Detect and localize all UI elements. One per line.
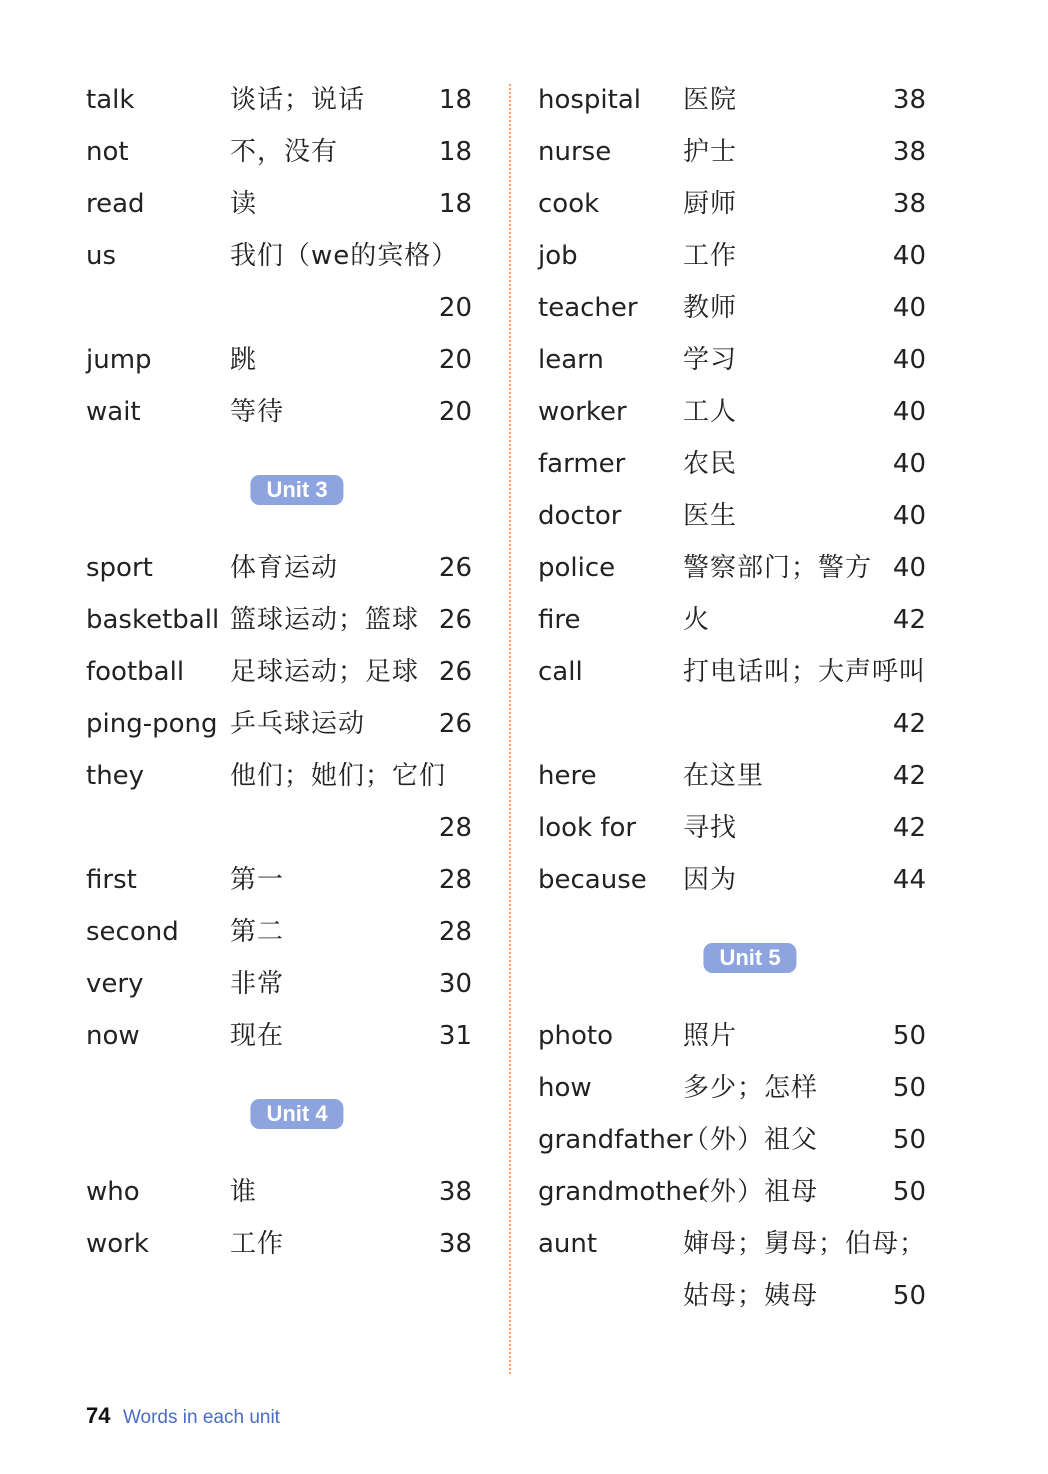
page-ref: 44: [892, 865, 926, 895]
page-ref: 18: [438, 85, 472, 115]
page-ref: 18: [438, 137, 472, 167]
vocab-row: [538, 74, 938, 126]
page-ref: 40: [892, 293, 926, 323]
page-ref: 26: [438, 657, 472, 687]
vocab-meaning: 非常: [230, 969, 285, 999]
vocab-row: [86, 646, 486, 698]
vocab-word: police: [538, 553, 616, 583]
vocab-word: learn: [538, 345, 604, 375]
vocab-row: [538, 334, 938, 386]
page-ref: 26: [438, 709, 472, 739]
vocab-word: teacher: [538, 293, 638, 323]
vocab-word: us: [86, 241, 117, 271]
page-ref: 20: [438, 293, 472, 323]
vocab-meaning: 打电话叫；大声呼叫: [683, 657, 927, 687]
vocab-meaning: 多少；怎样: [683, 1073, 819, 1103]
vocab-meaning: 体育运动: [230, 553, 339, 583]
vocab-row: [538, 178, 938, 230]
unit3-header: [86, 438, 486, 542]
page-ref: 40: [892, 397, 926, 427]
vocab-word: who: [86, 1177, 140, 1207]
unit-badge: Unit 4: [250, 1099, 343, 1129]
vocab-word: work: [86, 1229, 149, 1259]
page-ref: 28: [438, 813, 472, 843]
vocab-row: [538, 1062, 938, 1114]
page-ref: 50: [892, 1073, 926, 1103]
page-ref: 40: [892, 449, 926, 479]
rows-b: [86, 542, 486, 1062]
rows-c: [86, 1166, 486, 1270]
vocab-row: [86, 594, 486, 646]
vocab-meaning: 乒乓球运动: [230, 709, 366, 739]
vocab-meaning: 等待: [230, 397, 285, 427]
vocab-meaning: 在这里: [683, 761, 765, 791]
vocab-meaning: 医院: [683, 85, 738, 115]
vocab-word: second: [86, 917, 179, 947]
vocab-row: [86, 1166, 486, 1218]
vocab-meaning: 照片: [683, 1021, 738, 1051]
vocab-row: [538, 750, 938, 802]
vocab-row: [538, 230, 938, 282]
right-column: [538, 74, 938, 1322]
vocab-meaning: 篮球运动；篮球: [230, 605, 420, 635]
vocab-word: they: [86, 761, 145, 791]
vocab-row: [538, 594, 938, 646]
page-number: 74: [86, 1403, 111, 1428]
unit-badge: Unit 5: [703, 943, 796, 973]
page-ref: 40: [892, 501, 926, 531]
vocab-row: [86, 178, 486, 230]
page-ref: 50: [892, 1125, 926, 1155]
vocab-meaning: 学习: [683, 345, 738, 375]
page-ref: 31: [438, 1021, 472, 1051]
vocab-word: cook: [538, 189, 600, 219]
vocab-word: farmer: [538, 449, 626, 479]
page-ref: 26: [438, 553, 472, 583]
vocab-word: aunt: [538, 1229, 598, 1259]
vocab-row: [538, 1218, 938, 1270]
vocab-word: ping-pong: [86, 709, 218, 739]
vocab-row: [86, 906, 486, 958]
vocab-row: [538, 282, 938, 334]
unit-badge: Unit 3: [250, 475, 343, 505]
vocab-meaning: 火: [683, 605, 711, 635]
page-ref: 40: [892, 241, 926, 271]
vocab-word: hospital: [538, 85, 642, 115]
vocab-word: basketball: [86, 605, 220, 635]
page-ref: 50: [892, 1021, 926, 1051]
page-ref: 40: [892, 345, 926, 375]
vocab-row: [86, 334, 486, 386]
vocab-row: [86, 282, 486, 334]
vocab-meaning: 寻找: [683, 813, 738, 843]
vocab-row: [538, 802, 938, 854]
vocab-row: [86, 74, 486, 126]
vocab-row: [538, 542, 938, 594]
vocab-meaning: 足球运动；足球: [230, 657, 420, 687]
page-ref: 42: [892, 813, 926, 843]
page-ref: 30: [438, 969, 472, 999]
vocab-row: [86, 542, 486, 594]
vocab-meaning: 工人: [683, 397, 738, 427]
vocab-word: grandmother: [538, 1177, 709, 1207]
vocab-word: now: [86, 1021, 140, 1051]
vocab-word: here: [538, 761, 597, 791]
vocab-row: [538, 1270, 938, 1322]
vocab-row: [538, 1010, 938, 1062]
vocab-word: football: [86, 657, 185, 687]
vocab-meaning: 不，没有: [230, 137, 339, 167]
vocab-row: [86, 1218, 486, 1270]
vocab-meaning: 工作: [683, 241, 738, 271]
unit4-header: [86, 1062, 486, 1166]
page-ref: 38: [438, 1229, 472, 1259]
vocab-word: first: [86, 865, 137, 895]
vocab-row: [86, 802, 486, 854]
vocab-row: [86, 750, 486, 802]
vocab-meaning: 第二: [230, 917, 285, 947]
vocab-row: [538, 126, 938, 178]
vocab-word: jump: [86, 345, 152, 375]
vocab-row: [86, 230, 486, 282]
vocab-meaning: 现在: [230, 1021, 285, 1051]
left-column: [86, 74, 486, 1270]
page-ref: 50: [892, 1177, 926, 1207]
vocab-meaning: 护士: [683, 137, 738, 167]
vocab-word: fire: [538, 605, 581, 635]
vocab-meaning: （外）祖母: [683, 1177, 819, 1207]
vocab-meaning: 谁: [230, 1177, 258, 1207]
vocab-meaning: 医生: [683, 501, 738, 531]
vocab-row: [86, 698, 486, 750]
page-ref: 38: [892, 85, 926, 115]
vocab-meaning: 警察部门；警方: [683, 553, 873, 583]
vocab-word: look for: [538, 813, 637, 843]
page-ref: 18: [438, 189, 472, 219]
page-ref: 38: [892, 189, 926, 219]
vocab-meaning: 我们（we的宾格）: [230, 241, 459, 271]
vocab-row: [86, 386, 486, 438]
vocab-meaning: 教师: [683, 293, 738, 323]
vocab-row: [538, 1114, 938, 1166]
vocab-word: how: [538, 1073, 592, 1103]
page-ref: 42: [892, 709, 926, 739]
vocab-row: [538, 854, 938, 906]
vocab-meaning: 姑母；姨母: [683, 1281, 819, 1311]
vocab-word: wait: [86, 397, 141, 427]
vocab-meaning: 工作: [230, 1229, 285, 1259]
page-footer: [86, 1403, 280, 1429]
vocab-meaning: 因为: [683, 865, 738, 895]
page-ref: 28: [438, 917, 472, 947]
rows-a: [86, 74, 486, 438]
vocab-meaning: 厨师: [683, 189, 738, 219]
column-divider: [509, 84, 511, 1374]
page-ref: 42: [892, 761, 926, 791]
vocab-meaning: （外）祖父: [683, 1125, 819, 1155]
vocab-row: [86, 854, 486, 906]
vocab-row: [86, 1010, 486, 1062]
rows-a: [538, 74, 938, 906]
vocab-meaning: 跳: [230, 345, 258, 375]
vocab-row: [538, 646, 938, 698]
vocab-meaning: 谈话；说话: [230, 85, 366, 115]
unit5-header: [538, 906, 938, 1010]
vocab-row: [538, 490, 938, 542]
vocab-word: because: [538, 865, 647, 895]
vocab-meaning: 他们；她们；它们: [230, 761, 447, 791]
vocab-word: not: [86, 137, 129, 167]
page-ref: 20: [438, 397, 472, 427]
vocab-meaning: 第一: [230, 865, 285, 895]
vocab-word: nurse: [538, 137, 612, 167]
vocab-word: read: [86, 189, 145, 219]
vocab-word: sport: [86, 553, 153, 583]
vocab-row: [538, 386, 938, 438]
vocab-word: job: [538, 241, 578, 271]
vocab-word: call: [538, 657, 583, 687]
vocab-meaning: 农民: [683, 449, 738, 479]
page-ref: 38: [892, 137, 926, 167]
page-ref: 40: [892, 553, 926, 583]
vocab-meaning: 读: [230, 189, 258, 219]
page-ref: 38: [438, 1177, 472, 1207]
vocab-row: [538, 698, 938, 750]
vocab-word: grandfather: [538, 1125, 693, 1155]
vocab-word: doctor: [538, 501, 622, 531]
vocab-meaning: 婶母；舅母；伯母；: [683, 1229, 927, 1259]
vocab-word: photo: [538, 1021, 613, 1051]
page-ref: 50: [892, 1281, 926, 1311]
vocab-word: very: [86, 969, 144, 999]
vocab-word: talk: [86, 85, 135, 115]
page-ref: 26: [438, 605, 472, 635]
vocab-row: [86, 126, 486, 178]
vocab-row: [538, 1166, 938, 1218]
rows-b: [538, 1010, 938, 1322]
vocab-row: [86, 958, 486, 1010]
page-ref: 42: [892, 605, 926, 635]
vocab-word: worker: [538, 397, 627, 427]
page-ref: 28: [438, 865, 472, 895]
footer-title: Words in each unit: [122, 1407, 280, 1428]
vocab-row: [538, 438, 938, 490]
page-ref: 20: [438, 345, 472, 375]
